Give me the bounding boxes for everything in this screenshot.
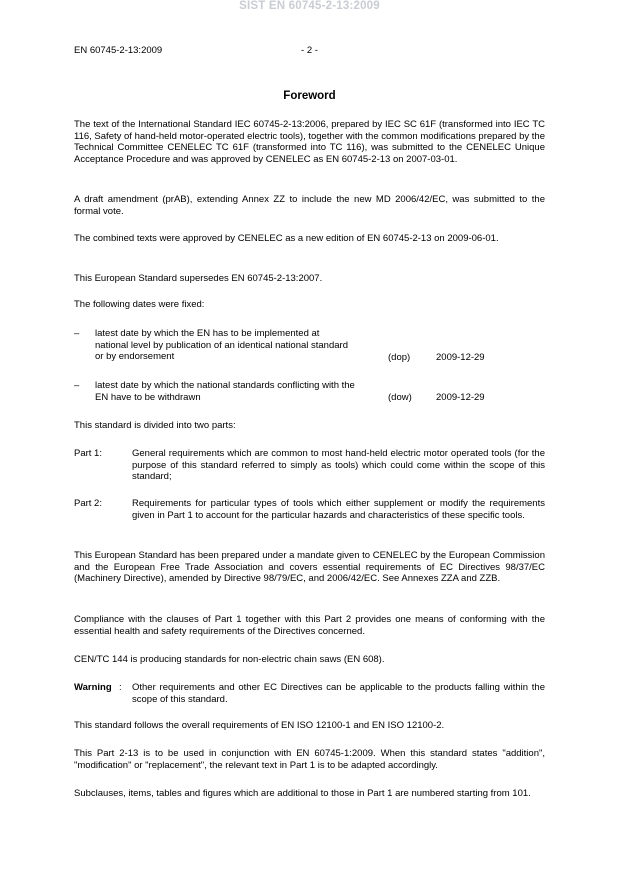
paragraph-draft-amendment: A draft amendment (prAB), extending Annex ZZ to include the new MD 2006/42/EC, was submitted to the formal vote. <box>74 194 545 217</box>
watermark: SIST EN 60745-2-13:2009 <box>239 0 380 12</box>
part-label: Part 2: <box>74 498 102 509</box>
paragraph-dates-intro: The following dates were fixed: <box>74 299 205 310</box>
date-item-text: latest date by which the EN has to be implemented at national level by publication of an identical national standard or by endorsement <box>95 328 348 362</box>
list-dash: – <box>74 380 80 391</box>
paragraph-parts-intro: This standard is divided into two parts: <box>74 420 236 431</box>
paragraph-compliance: Compliance with the clauses of Part 1 together with this Part 2 provides one means of conforming with the essential health and safety requirements of the Directives concerned. <box>74 614 545 637</box>
warning-label: Warning <box>74 682 112 693</box>
paragraph-intro: The text of the International Standard IEC 60745-2-13:2006, prepared by IEC SC 61F (transformed into IEC TC 116, Safety of hand-held motor-operated electric tools), together with the common modifications prepared by the Technical Committee CENELEC TC 61F (transformed into TC 116), was submitted to the CENELEC Unique Acceptance Procedure and was approved by CENELEC as EN 60745-2-13 on 2007-03-01. <box>74 119 545 165</box>
date-item-code: (dow) <box>388 392 412 403</box>
header-doc-id: EN 60745-2-13:2009 <box>74 45 163 56</box>
date-item-date: 2009-12-29 <box>436 392 485 403</box>
page-title: Foreword <box>283 90 336 102</box>
paragraph-supersedes: This European Standard supersedes EN 60745-2-13:2007. <box>74 273 323 284</box>
date-item-code: (dop) <box>388 352 411 363</box>
warning-colon: : <box>119 682 122 693</box>
date-item-date: 2009-12-29 <box>436 352 485 363</box>
part-text: General requirements which are common to most hand-held electric motor operated tools (for the purpose of this standard referred to simply as tools) which could come within the scope of this standard; <box>132 448 545 482</box>
date-item-text: latest date by which the national standards conflicting with the EN have to be withdrawn <box>95 380 355 403</box>
warning-text: Other requirements and other EC Directives can be applicable to the products falling within the scope of this standard. <box>132 682 545 705</box>
paragraph-numbering: Subclauses, items, tables and figures which are additional to those in Part 1 are numbered starting from 101. <box>74 788 531 799</box>
part-label: Part 1: <box>74 448 102 459</box>
part-text: Requirements for particular types of tools which either supplement or modify the requirements given in Part 1 to account for the particular hazards and characteristics of these specific tools. <box>132 498 545 521</box>
page-number: - 2 - <box>301 45 318 56</box>
paragraph-part-usage: This Part 2-13 is to be used in conjunction with EN 60745-1:2009. When this standard states "addition", "modification" or "replacement", the relevant text in Part 1 is to be adapted accordingly. <box>74 748 545 771</box>
paragraph-mandate: This European Standard has been prepared under a mandate given to CENELEC by the European Commission and the European Free Trade Association and covers essential requirements of EC Directives 98/37/EC (Machinery Directive), amended by Directive 98/79/EC, and 2006/42/EC. See Annexes ZZA and ZZB. <box>74 550 545 584</box>
paragraph-approval: The combined texts were approved by CENELEC as a new edition of EN 60745-2-13 on 2009-06-01. <box>74 233 499 244</box>
paragraph-cen-tc: CEN/TC 144 is producing standards for non-electric chain saws (EN 608). <box>74 654 385 665</box>
paragraph-iso: This standard follows the overall requirements of EN ISO 12100-1 and EN ISO 12100-2. <box>74 720 445 731</box>
list-dash: – <box>74 328 80 339</box>
